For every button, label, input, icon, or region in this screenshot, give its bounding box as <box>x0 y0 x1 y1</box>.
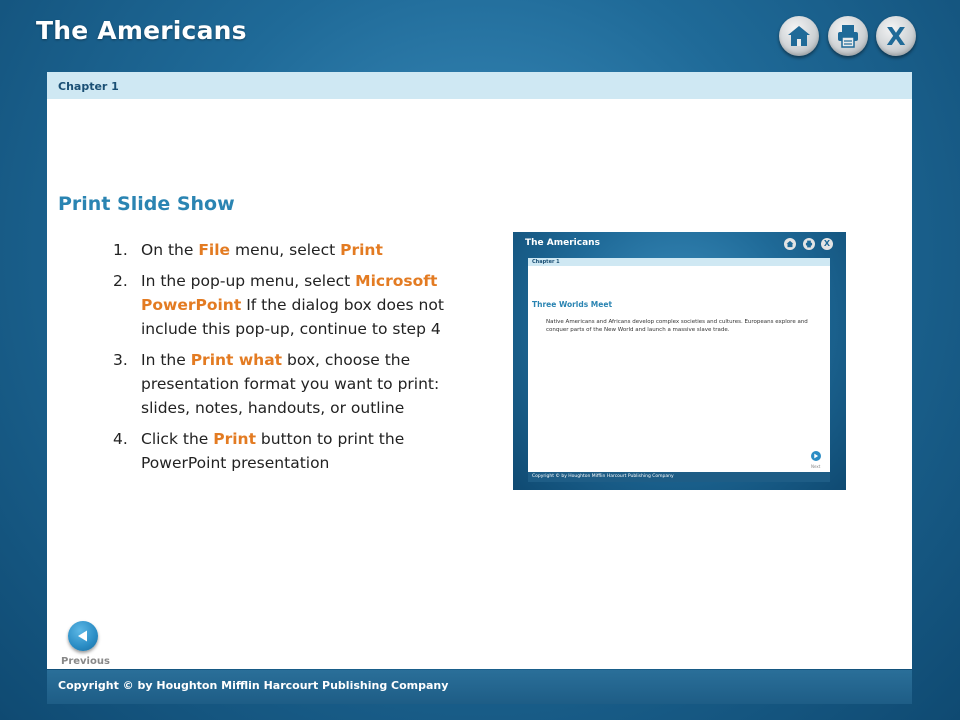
step-text: menu, select <box>230 241 341 259</box>
thumbnail-body-text: Native Americans and Africans develop complex societies and cultures. Europeans explore and conquer parts of the New World and launch a massive slave trade. <box>546 319 808 333</box>
step-text: On the <box>141 241 199 259</box>
thumbnail-chapter-label: Chapter 1 <box>532 259 560 265</box>
copyright-text: Copyright © by Houghton Mifflin Harcourt Publishing Company <box>58 679 449 692</box>
close-icon: X <box>886 21 906 51</box>
step-item <box>113 348 488 420</box>
step-text: If the dialog box does not include this pop-up, continue to step 4 <box>141 296 444 338</box>
close-button[interactable] <box>876 16 916 56</box>
step-highlight: Microsoft PowerPoint <box>141 272 438 314</box>
step-text: box, choose the presentation format you want to print: slides, notes, handouts, or outline <box>141 351 440 417</box>
step-text: button to print the PowerPoint presentation <box>141 430 405 472</box>
footer-bar <box>47 670 912 704</box>
thumbnail-footer <box>528 472 830 482</box>
step-highlight: Print <box>340 241 383 259</box>
previous-button[interactable] <box>68 621 98 651</box>
slide-thumbnail <box>513 232 846 490</box>
step-highlight: Print <box>213 430 256 448</box>
home-icon <box>786 23 812 49</box>
triangle-left-icon <box>76 629 90 643</box>
thumbnail-title: The Americans <box>525 238 600 248</box>
printer-icon <box>835 23 861 49</box>
step-number: 3. <box>113 351 128 369</box>
triangle-right-icon <box>813 453 819 459</box>
step-item <box>113 427 488 475</box>
thumbnail-chapter-bar <box>528 258 830 266</box>
close-icon: X <box>823 239 831 248</box>
step-number: 2. <box>113 272 128 290</box>
step-text: Click the <box>141 430 214 448</box>
home-button[interactable] <box>779 16 819 56</box>
chapter-label: Chapter 1 <box>58 80 119 93</box>
thumbnail-print-button <box>803 238 815 250</box>
step-item <box>113 269 488 341</box>
step-item <box>113 238 488 262</box>
step-text: In the pop-up menu, select <box>141 272 356 290</box>
step-number: 4. <box>113 430 128 448</box>
steps-list <box>113 238 488 482</box>
printer-icon <box>805 240 813 248</box>
thumbnail-copyright: Copyright © by Houghton Mifflin Harcourt Publishing Company <box>532 474 674 479</box>
thumbnail-home-button <box>784 238 796 250</box>
step-highlight: File <box>198 241 231 259</box>
step-number: 1. <box>113 241 128 259</box>
thumbnail-panel <box>528 258 830 472</box>
print-button[interactable] <box>828 16 868 56</box>
thumbnail-next-label: Next <box>811 464 821 469</box>
section-title: Print Slide Show <box>58 193 235 215</box>
thumbnail-close-button <box>821 238 833 250</box>
app-title: The Americans <box>36 16 247 45</box>
step-highlight: Print what <box>190 351 283 369</box>
previous-label: Previous <box>61 656 110 667</box>
thumbnail-next-button <box>811 451 821 461</box>
thumbnail-heading: Three Worlds Meet <box>532 300 613 309</box>
chapter-bar <box>47 72 912 99</box>
home-icon <box>786 240 794 248</box>
step-text: In the <box>141 351 191 369</box>
